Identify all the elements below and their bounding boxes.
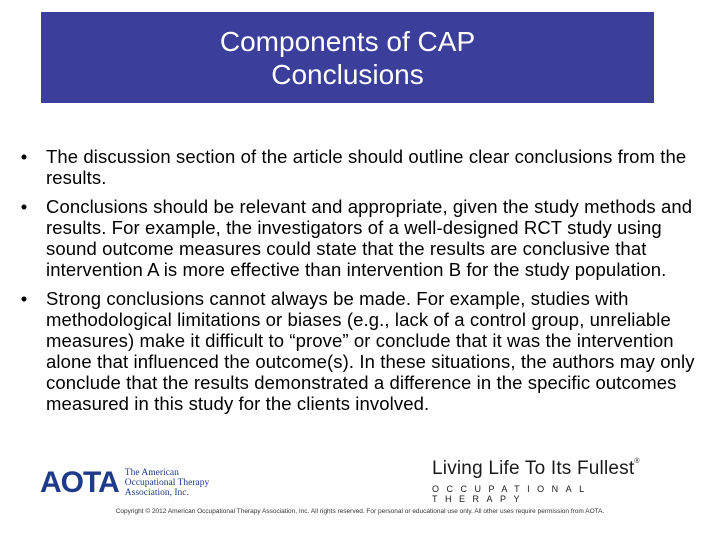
bullet-item [14, 146, 714, 188]
bullet-list [14, 146, 714, 422]
tagline-trademark: ® [634, 458, 640, 465]
slide-title-line1: Components of CAP [219, 25, 476, 57]
tagline-subtitle: OCCUPATIONAL THERAPY [432, 484, 592, 504]
bullet-marker: • [20, 196, 28, 217]
tagline-text: Living Life To Its Fullest [432, 458, 635, 479]
bullet-marker: • [20, 288, 28, 309]
bullet-item [14, 288, 714, 414]
aota-logo [40, 467, 209, 499]
bullet-item [14, 196, 714, 280]
slide-title-box [41, 12, 654, 103]
bullet-text: Conclusions should be relevant and appropriate, given the study methods and results. For example, the investigators of a well-designed RCT study using sound outcome measures could state that the results are conclusive that intervention A is more effective than intervention B for the study population. [46, 196, 693, 280]
slide-title-line2: Conclusions [271, 58, 424, 90]
bullet-text: Strong conclusions cannot always be made. For example, studies with methodological limitations or biases (e.g., lack of a control group, unreliable measures) make it difficult to “prove” or conclude that it was the intervention alone that influenced the outcome(s). In these situations, the authors may only conclude that the results demonstrated a difference in the specific outcomes measured in this study for the clients involved. [46, 288, 695, 414]
bullet-marker: • [20, 146, 28, 167]
aota-logo-mark: AOTA [40, 466, 119, 499]
aota-logo-name [125, 468, 210, 498]
aota-name-line2: Occupational Therapy [124, 478, 210, 488]
copyright-notice: Copyright © 2012 American Occupational Therapy Association, Inc. All rights reserved. For personal or educational use only. All other uses require permission from AOTA. [115, 508, 605, 515]
aota-name-line3: Association, Inc. [124, 488, 189, 498]
bullet-text: The discussion section of the article should outline clear conclusions from the results. [46, 146, 687, 188]
tagline-logo [432, 458, 692, 504]
aota-name-line1: The American [124, 468, 179, 478]
